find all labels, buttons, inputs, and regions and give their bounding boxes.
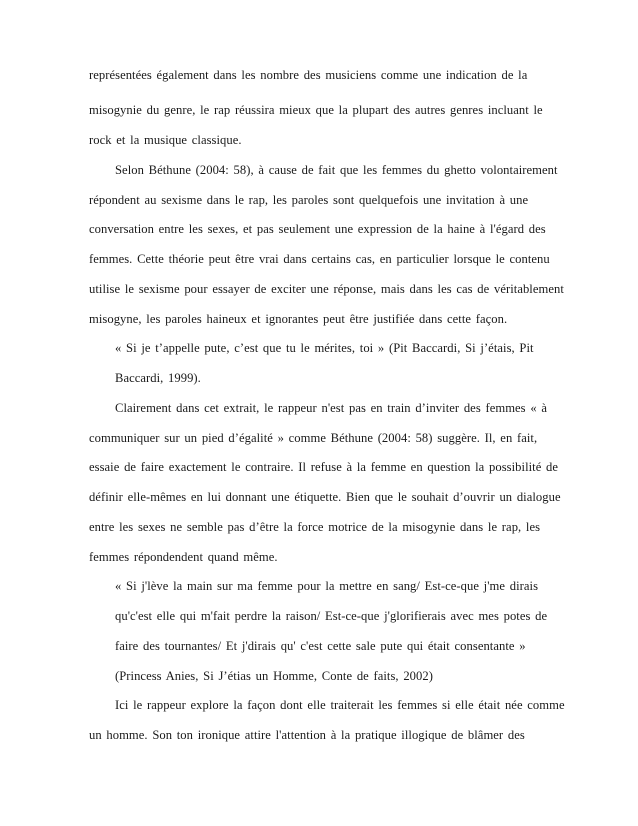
text-line: définir elle-mêmes en lui donnant une étiquette. Bien que le souhait d’ouvrir un dialogue — [89, 490, 561, 504]
block-quote-line: (Princess Anies, Si J’étias un Homme, Conte de faits, 2002) — [115, 669, 433, 683]
text-line: Ici le rappeur explore la façon dont elle traiterait les femmes si elle était née comme — [115, 698, 565, 712]
text-line: rock et la musique classique. — [89, 133, 242, 147]
text-line: conversation entre les sexes, et pas seulement une expression de la haine à l'égard des — [89, 222, 546, 236]
text-line: misogyne, les paroles haineux et ignorantes peut être justifiée dans cette façon. — [89, 312, 508, 326]
text-line: répondent au sexisme dans le rap, les paroles sont quelquefois une invitation à une — [89, 193, 529, 207]
block-quote-line: faire des tournantes/ Et j'dirais qu' c'est cette sale pute qui était consentante » — [115, 639, 526, 653]
block-quote-line: « Si j'lève la main sur ma femme pour la mettre en sang/ Est-ce-que j'me dirais — [115, 579, 539, 593]
text-line: essaie de faire exactement le contraire. Il refuse à la femme en question la possibilité de — [89, 460, 559, 474]
block-quote-line: « Si je t’appelle pute, c’est que tu le mérites, toi » (Pit Baccardi, Si j’étais, Pit — [115, 341, 534, 355]
text-line: utilise le sexisme pour essayer de exciter une réponse, mais dans les cas de véritablement — [89, 282, 564, 296]
text-line: femmes répondendent quand même. — [89, 550, 278, 564]
text-line: Selon Béthune (2004: 58), à cause de fait que les femmes du ghetto volontairement — [115, 163, 558, 177]
block-quote-line: qu'c'est elle qui m'fait perdre la raison/ Est-ce-que j'glorifierais avec mes potes de — [115, 609, 548, 623]
text-line: un homme. Son ton ironique attire l'attention à la pratique illogique de blâmer des — [89, 728, 525, 742]
text-line: communiquer sur un pied d’égalité » comme Béthune (2004: 58) suggère. Il, en fait, — [89, 431, 538, 445]
text-line: entre les sexes ne semble pas d’être la force motrice de la misogynie dans le rap, les — [89, 520, 541, 534]
block-quote-line: Baccardi, 1999). — [115, 371, 201, 385]
text-line: misogynie du genre, le rap réussira mieux que la plupart des autres genres incluant le — [89, 103, 543, 117]
text-line: représentées également dans les nombre des musiciens comme une indication de la — [89, 68, 528, 82]
text-line: Clairement dans cet extrait, le rappeur n'est pas en train d’inviter des femmes « à — [115, 401, 548, 415]
text-line: femmes. Cette théorie peut être vrai dans certains cas, en particulier lorsque le contenu — [89, 252, 550, 266]
